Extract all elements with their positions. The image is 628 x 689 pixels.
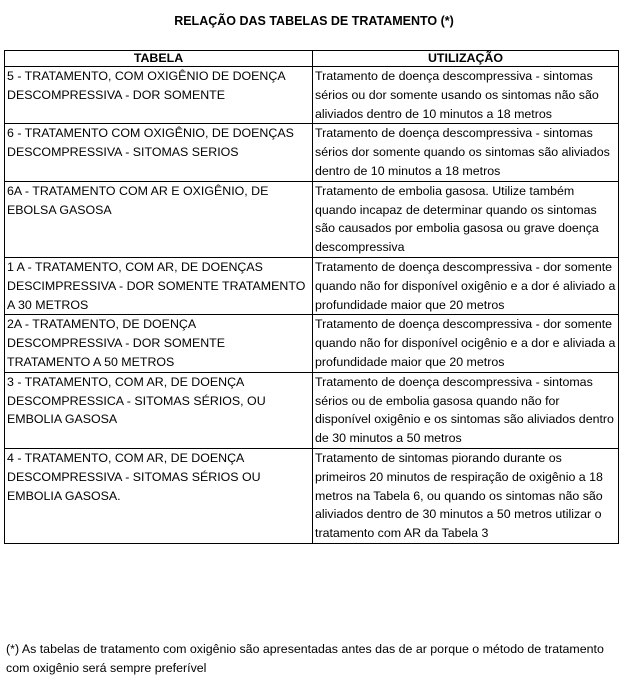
utilizacao-text: Tratamento de doença descompressiva - dor somente quando não for disponível oxigênio e a dor é aliviado a profundidade maior que 20 metros [315,259,616,312]
tabela-text: 4 - TRATAMENTO, COM AR, DE DOENÇA DESCOMPRESSIVA - SITOMAS SÉRIOS OU EMBOLIA GASOSA. [7,450,261,503]
tabela-text: 6 - TRATAMENTO COM OXIGÊNIO, DE DOENÇAS DESCOMPRESSIVA - SITOMAS SERIOS [7,126,294,160]
utilizacao-text: Tratamento de doença descompressiva - dor somente quando não for disponível ocigênio e a dor e aliviada a profundidade maior que 20 metros [315,317,616,369]
page-title: RELAÇÃO DAS TABELAS DE TRATAMENTO (*) [174,14,454,28]
cell-tabela [5,257,313,314]
cell-tabela [5,372,313,448]
cell-tabela [5,124,313,181]
utilizacao-text: Tratamento de doença descompressiva - sintomas sérios dor somente quando os sintomas são aliviados dentro de 10 minutos a 18 metros [315,126,610,178]
table-row [5,181,619,257]
tabela-text: 6A - TRATAMENTO COM AR E OXIGÊNIO, DE EBOLSA GASOSA [7,183,269,217]
table-row [5,67,619,124]
cell-utilizacao [313,315,619,372]
tabela-text: 1 A - TRATAMENTO, COM AR, DE DOENÇAS DESCIMPRESSIVA - DOR SOMENTE TRATAMENTO A 30 METROS [7,259,306,312]
footnote: (*) As tabelas de tratamento com oxigênio são apresentadas antes das de ar porque o método de tratamento com oxigênio será sempre preferível [6,642,604,675]
table-row [5,315,619,372]
treatment-table [4,50,619,544]
cell-utilizacao [313,257,619,314]
column-header-tabela: TABELA [5,51,313,67]
cell-tabela [5,67,313,124]
cell-utilizacao [313,372,619,448]
utilizacao-text: Tratamento de sintomas piorando durante os primeiros 20 minutos de respiração de oxigênio a 18 metros na Tabela 6, ou quando os sintomas não são aliviados dentro de 30 minutos a 50 metros utilizar o tratamento com AR da Tabela 3 [315,450,603,541]
utilizacao-text: Tratamento de embolia gasosa. Utilize também quando incapaz de determinar quando os sintomas são causados por embolia gasosa ou grave doença descompressiva [315,183,599,255]
utilizacao-text: Tratamento de doença descompressiva - sintomas sérios ou de embolia gasosa quando não for disponível oxigênio e os sintomas são aliviados dentro de 30 minutos a 50 metros [315,374,614,446]
cell-utilizacao [313,67,619,124]
tabela-text: 3 - TRATAMENTO, COM AR, DE DOENÇA DESCOMPRESSICA - SITOMAS SÉRIOS, OU EMBOLIA GASOSA [7,374,266,427]
cell-tabela [5,448,313,543]
cell-tabela [5,315,313,372]
tabela-text: 5 - TRATAMENTO, COM OXIGÊNIO DE DOENÇA DESCOMPRESSIVA - DOR SOMENTE [7,69,285,102]
table-header-row [5,51,619,67]
utilizacao-text: Tratamento de doença descompressiva - sintomas sérios ou dor somente usando os sintomas não são aliviados dentro de 10 minutos a 18 metros [315,69,599,121]
table-row [5,257,619,314]
column-header-utilizacao: UTILIZAÇÃO [313,51,619,67]
table-row [5,372,619,448]
tabela-text: 2A - TRATAMENTO, DE DOENÇA DESCOMPRESSIVA - DOR SOMENTE TRATAMENTO A 50 METROS [7,317,226,369]
table-row [5,124,619,181]
cell-tabela [5,181,313,257]
cell-utilizacao [313,124,619,181]
cell-utilizacao [313,448,619,543]
cell-utilizacao [313,181,619,257]
table-row [5,448,619,543]
